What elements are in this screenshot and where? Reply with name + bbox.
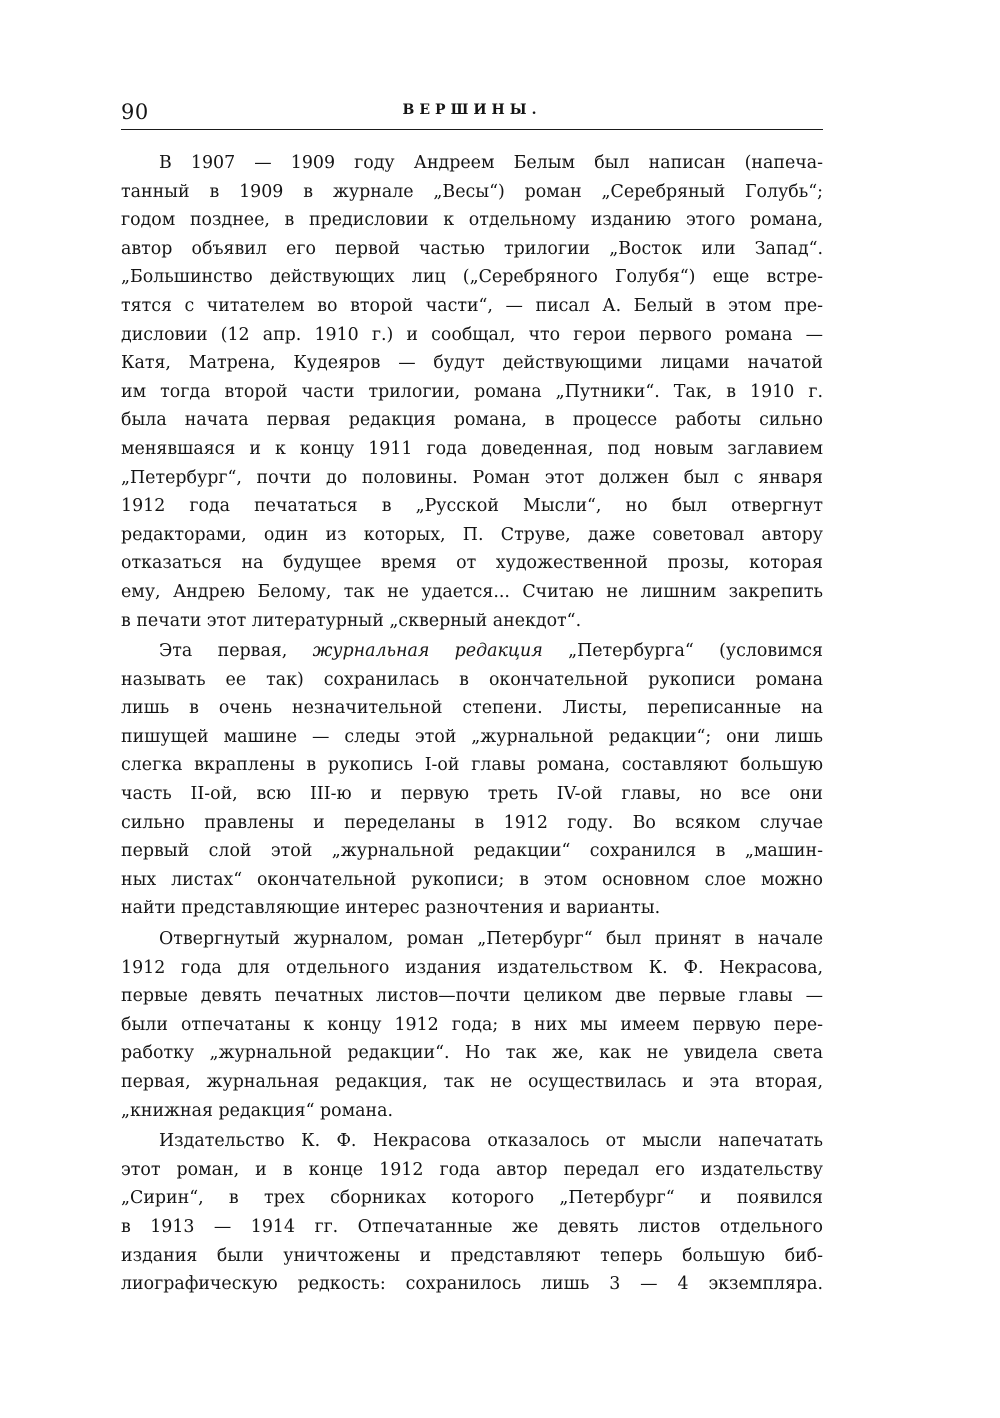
text-line: в 1913 — 1914 гг. Отпечатанные же девять листов отдельного (121, 1216, 823, 1237)
text-line: издания были уничтожены и представляют теперь большую биб- (121, 1245, 823, 1266)
text-line: дисловии (12 апр. 1910 г.) и сообщал, что герои первого романа — (121, 324, 823, 345)
text-line: этот роман, и в конце 1912 года автор передал его издательству (121, 1159, 823, 1180)
text-line: автор объявил его первой частью трилогии „Восток или Запад“. (121, 238, 823, 259)
paragraph (121, 1127, 823, 1299)
text-line: годом позднее, в предисловии к отдельному изданию этого романа, (121, 210, 823, 231)
text-line: были отпечатаны к концу 1912 года; в них мы имеем первую пере- (121, 1014, 823, 1035)
text-line: менявшаяся и к концу 1911 года доведенная, под новым заглавием (121, 438, 823, 459)
text-line: Катя, Матрена, Кудеяров — будут действующими лицами начатой (121, 353, 823, 374)
header-rule (121, 129, 823, 130)
text-line: пишущей машине — следы этой „журнальной редакции“; они лишь (121, 726, 823, 747)
text-run: Эта первая, (159, 641, 288, 662)
text-line: работку „журнальной редакции“. Но так же, как не увидела света (121, 1043, 823, 1064)
paragraph (121, 637, 823, 923)
text-line: называть ее так) сохранилась в окончательной рукописи романа (121, 669, 823, 690)
text-line: первый слой этой „журнальной редакции“ сохранился в „машин- (121, 841, 823, 862)
running-title: ВЕРШИНЫ. (402, 102, 542, 118)
text-line: „Петербург“, почти до половины. Роман этот должен был с января (121, 467, 823, 488)
text-line: В 1907 — 1909 году Андреем Белым был написан (напеча- (159, 153, 823, 173)
running-head (121, 98, 823, 128)
text-line: первые девять печатных листов—почти целиком две первые главы — (121, 986, 823, 1007)
text-line: 1912 года печататься в „Русской Мысли“, но был отвергнут (121, 496, 823, 517)
text-line: „книжная редакция“ романа. (121, 1100, 394, 1121)
body-text (121, 149, 823, 1299)
text-line: в печати этот литературный „скверный анекдот“. (121, 610, 582, 631)
paragraph (121, 925, 823, 1125)
text-line: „Сирин“, в трех сборниках которого „Петербург“ и появился (121, 1188, 823, 1209)
paragraph (121, 149, 823, 635)
text-run: „Петербурга“ (условимся (568, 641, 823, 662)
text-line: Издательство К. Ф. Некрасова отказалось от мысли напечатать (159, 1131, 823, 1152)
text-line: ных листах“ окончательной рукописи; в этом основном слое можно (121, 869, 823, 890)
text-line: лиографическую редкость: сохранилось лишь 3 — 4 экземпляра. (121, 1274, 823, 1295)
text-line: „Большинство действующих лиц („Серебряного Голубя“) еще встре- (121, 267, 823, 288)
text-line: лишь в очень незначительной степени. Листы, переписанные на (121, 698, 823, 719)
text-line: найти представляющие интерес разночтения и варианты. (121, 898, 661, 919)
text-line: была начата первая редакция романа, в процессе работы сильно (121, 410, 823, 431)
text-line: тятся с читателем во второй части“, — писал А. Белый в этом пре- (121, 295, 823, 316)
page-number: 90 (121, 100, 149, 124)
text-line: им тогда второй части трилогии, романа „Путники“. Так, в 1910 г. (121, 381, 823, 402)
text-line-with-italic (121, 637, 823, 666)
text-line: редакторами, один из которых, П. Струве, даже советовал автору (121, 524, 823, 545)
text-line: слегка вкраплены в рукопись I-ой главы романа, составляют большую (121, 755, 823, 776)
text-line: танный в 1909 в журнале „Весы“) роман „Серебряный Голубь“; (121, 181, 823, 202)
text-line: часть II-ой, всю III-ю и первую треть IV-ой главы, но все они (121, 784, 823, 805)
text-line: первая, журнальная редакция, так не осуществилась и эта вторая, (121, 1072, 823, 1092)
text-line: ему, Андрею Белому, так не удается... Считаю не лишним закрепить (121, 581, 823, 602)
text-line: 1912 года для отдельного издания издательством К. Ф. Некрасова, (121, 957, 823, 978)
text-line: Отвергнутый журналом, роман „Петербург“ был принят в начале (159, 929, 823, 950)
text-line: сильно правлены и переделаны в 1912 году. Во всяком случае (121, 812, 823, 833)
text-line: отказаться на будущее время от художественной прозы, которая (121, 553, 823, 574)
italic-term: журнальная редакция (312, 641, 543, 662)
